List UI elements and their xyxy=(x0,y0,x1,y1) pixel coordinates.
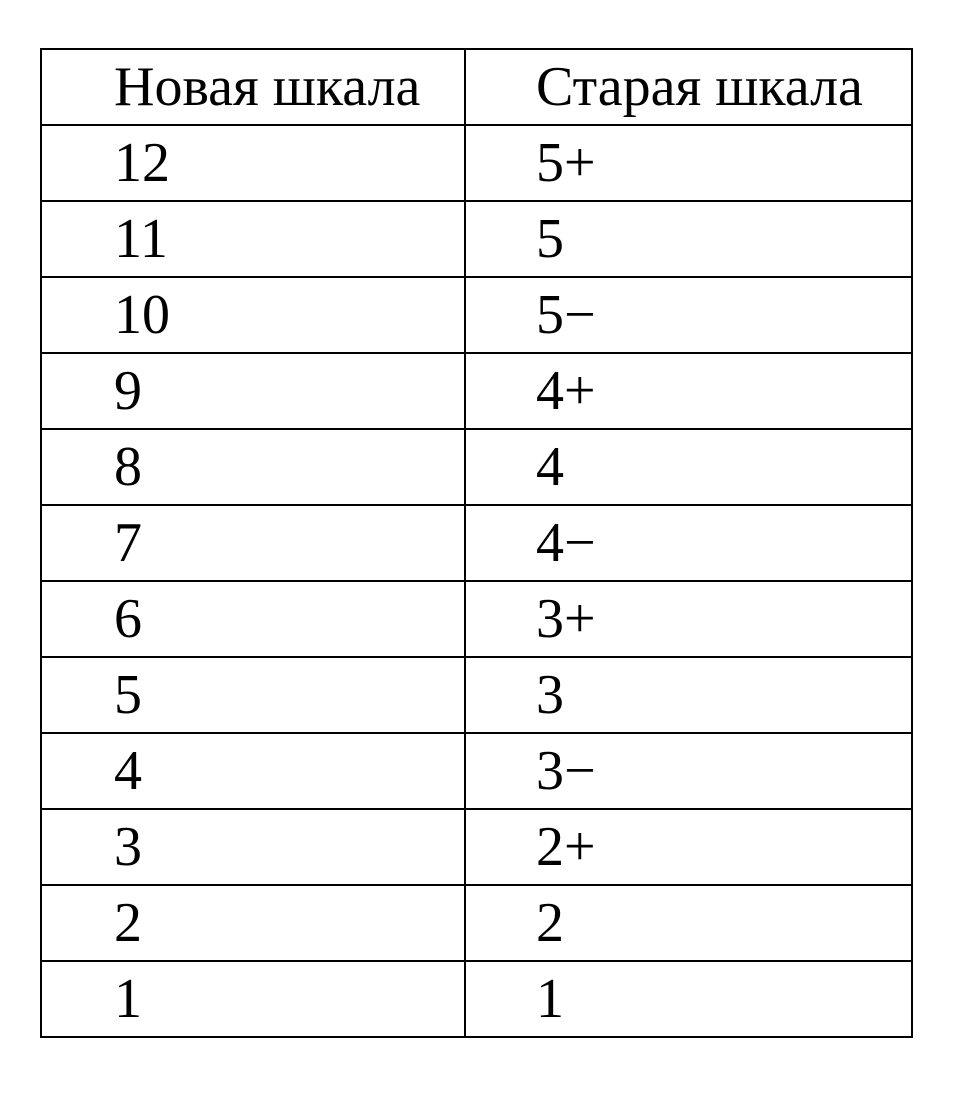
table-row xyxy=(41,961,912,1037)
new-scale-cell: 3 xyxy=(41,809,465,885)
new-scale-cell: 4 xyxy=(41,733,465,809)
table-row xyxy=(41,809,912,885)
new-scale-cell: 10 xyxy=(41,277,465,353)
old-scale-cell: 3+ xyxy=(465,581,912,657)
old-scale-cell: 2 xyxy=(465,885,912,961)
new-scale-cell: 7 xyxy=(41,505,465,581)
header-new-scale: Новая шкала xyxy=(41,49,465,125)
grade-conversion-table xyxy=(40,48,913,1038)
new-scale-cell: 11 xyxy=(41,201,465,277)
new-scale-cell: 5 xyxy=(41,657,465,733)
old-scale-cell: 4+ xyxy=(465,353,912,429)
new-scale-cell: 1 xyxy=(41,961,465,1037)
old-scale-cell: 1 xyxy=(465,961,912,1037)
table-row xyxy=(41,201,912,277)
table-row xyxy=(41,429,912,505)
table-row xyxy=(41,277,912,353)
new-scale-cell: 12 xyxy=(41,125,465,201)
old-scale-cell: 3 xyxy=(465,657,912,733)
table-row xyxy=(41,657,912,733)
new-scale-cell: 2 xyxy=(41,885,465,961)
table-row xyxy=(41,125,912,201)
header-old-scale: Старая шкала xyxy=(465,49,912,125)
table-row xyxy=(41,353,912,429)
old-scale-cell: 4− xyxy=(465,505,912,581)
table-row xyxy=(41,733,912,809)
new-scale-cell: 8 xyxy=(41,429,465,505)
old-scale-cell: 5+ xyxy=(465,125,912,201)
header-row xyxy=(41,49,912,125)
new-scale-cell: 9 xyxy=(41,353,465,429)
old-scale-cell: 5 xyxy=(465,201,912,277)
table-row xyxy=(41,505,912,581)
table-row xyxy=(41,885,912,961)
old-scale-cell: 3− xyxy=(465,733,912,809)
old-scale-cell: 2+ xyxy=(465,809,912,885)
old-scale-cell: 4 xyxy=(465,429,912,505)
old-scale-cell: 5− xyxy=(465,277,912,353)
table-row xyxy=(41,581,912,657)
new-scale-cell: 6 xyxy=(41,581,465,657)
